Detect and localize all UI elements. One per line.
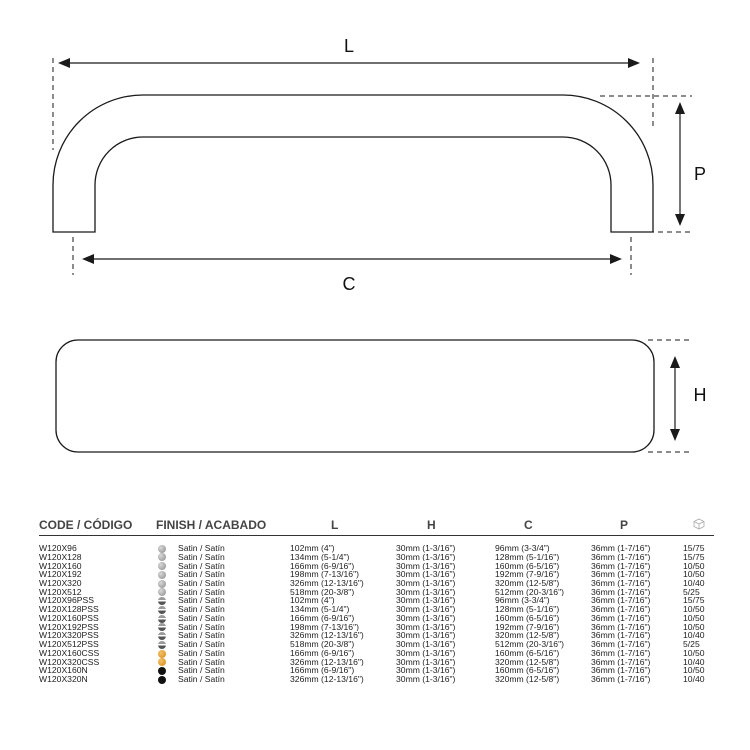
row-pack: 15/75 [683, 552, 705, 562]
row-pack: 10/50 [683, 570, 705, 579]
row-l: 166mm (6-9/16") [290, 561, 355, 571]
row-c: 512mm (20-3/16") [495, 587, 564, 597]
row-c: 512mm (20-3/16") [495, 640, 564, 649]
row-h: 30mm (1-3/16") [396, 622, 456, 632]
row-p: 36mm (1-7/16") [591, 631, 651, 641]
row-pack: 10/50 [683, 622, 705, 632]
row-code: W120X160 [39, 561, 82, 571]
dimension-c-label: C [342, 274, 356, 294]
row-finish-label: Satin / Satín [178, 675, 225, 684]
finish-swatch [156, 553, 178, 562]
finish-swatch [156, 666, 178, 675]
row-pack: 10/50 [683, 605, 705, 614]
table-row [39, 666, 714, 675]
row-finish-label: Satin / Satín [178, 666, 225, 676]
row-pack: 10/50 [683, 613, 705, 623]
row-finish-label: Satin / Satín [178, 561, 225, 571]
table-row [39, 640, 714, 649]
row-code: W120X320 [39, 578, 82, 588]
row-c: 320mm (12-5/8") [495, 675, 560, 684]
row-c: 320mm (12-5/8") [495, 657, 560, 667]
finish-swatch [156, 579, 178, 588]
row-h: 30mm (1-3/16") [396, 570, 456, 579]
table-row [39, 596, 714, 605]
row-h: 30mm (1-3/16") [396, 605, 456, 614]
row-l: 518mm (20-3/8") [290, 587, 355, 597]
finish-swatch [156, 561, 178, 570]
row-p: 36mm (1-7/16") [591, 666, 651, 676]
dimension-h [648, 340, 707, 452]
row-p: 36mm (1-7/16") [591, 657, 651, 667]
row-finish-label: Satin / Satín [178, 587, 225, 597]
finish-swatch [156, 658, 178, 667]
finish-dot-icon [158, 650, 166, 658]
row-finish-label: Satin / Satín [178, 613, 225, 623]
finish-dot-icon [158, 571, 166, 579]
finish-dot-icon [158, 658, 166, 666]
table-row [39, 658, 714, 667]
row-code: W120X320N [39, 675, 88, 684]
row-p: 36mm (1-7/16") [591, 613, 651, 623]
finish-swatch [156, 605, 178, 614]
row-pack: 5/25 [683, 640, 700, 649]
row-p: 36mm (1-7/16") [591, 648, 651, 658]
dimension-l-label: L [343, 36, 355, 56]
row-l: 326mm (12-13/16") [290, 675, 364, 684]
row-h: 30mm (1-3/16") [396, 666, 456, 676]
finish-swatch [156, 675, 178, 684]
row-l: 198mm (7-13/16") [290, 570, 359, 579]
row-code: W120X96PSS [39, 596, 94, 606]
row-p: 36mm (1-7/16") [591, 552, 651, 562]
row-l: 518mm (20-3/8") [290, 640, 355, 649]
table-row [39, 536, 714, 553]
row-c: 160mm (6-5/16") [495, 613, 560, 623]
row-finish-label: Satin / Satín [178, 552, 225, 562]
row-p: 36mm (1-7/16") [591, 675, 651, 684]
finish-dot-icon [158, 676, 166, 684]
row-h: 30mm (1-3/16") [396, 587, 456, 597]
row-finish-label: Satin / Satín [178, 596, 225, 606]
row-l: 198mm (7-13/16") [290, 622, 359, 632]
table-row [39, 675, 714, 684]
row-code: W120X128 [39, 552, 82, 562]
table-row [39, 649, 714, 658]
finish-swatch [156, 640, 178, 649]
row-h: 30mm (1-3/16") [396, 631, 456, 641]
dimension-c [73, 237, 631, 294]
spec-table-container [39, 515, 714, 684]
row-h: 30mm (1-3/16") [396, 675, 456, 684]
row-c: 96mm (3-3/4") [495, 596, 550, 606]
finish-dot-icon [158, 553, 166, 561]
header-h: H [396, 515, 495, 536]
row-p: 36mm (1-7/16") [591, 605, 651, 614]
row-h: 30mm (1-3/16") [396, 640, 456, 649]
row-p: 36mm (1-7/16") [591, 561, 651, 571]
finish-dot-icon [158, 632, 166, 640]
row-code: W120X512PSS [39, 640, 99, 649]
finish-swatch [156, 596, 178, 605]
dimension-h-label: H [693, 385, 707, 405]
row-p: 36mm (1-7/16") [591, 578, 651, 588]
row-p: 36mm (1-7/16") [591, 640, 651, 649]
row-p: 36mm (1-7/16") [591, 587, 651, 597]
row-pack: 10/40 [683, 578, 705, 588]
row-pack: 10/50 [683, 666, 705, 676]
row-h: 30mm (1-3/16") [396, 561, 456, 571]
finish-swatch [156, 570, 178, 579]
row-pack: 10/40 [683, 675, 705, 684]
finish-dot-icon [158, 615, 166, 623]
table-row [39, 623, 714, 632]
row-c: 192mm (7-9/16") [495, 570, 560, 579]
row-c: 128mm (5-1/16") [495, 605, 560, 614]
row-pack: 10/40 [683, 657, 705, 667]
row-finish-label: Satin / Satín [178, 622, 225, 632]
row-code: W120X512 [39, 587, 82, 597]
row-h: 30mm (1-3/16") [396, 648, 456, 658]
row-l: 102mm (4") [290, 543, 335, 553]
row-finish-label: Satin / Satín [178, 605, 225, 614]
row-h: 30mm (1-3/16") [396, 543, 456, 553]
row-c: 128mm (5-1/16") [495, 552, 560, 562]
finish-swatch [156, 623, 178, 632]
row-h: 30mm (1-3/16") [396, 613, 456, 623]
finish-dot-icon [158, 588, 166, 596]
finish-dot-icon [158, 623, 166, 631]
header-code: CODE / CÓDIGO [39, 515, 156, 536]
spec-table [39, 515, 714, 684]
finish-dot-icon [158, 580, 166, 588]
row-h: 30mm (1-3/16") [396, 657, 456, 667]
row-code: W120X320CSS [39, 657, 100, 667]
row-c: 160mm (6-5/16") [495, 666, 560, 676]
row-c: 96mm (3-3/4") [495, 543, 550, 553]
row-l: 102mm (4") [290, 596, 335, 606]
row-l: 326mm (12-13/16") [290, 578, 364, 588]
row-finish-label: Satin / Satín [178, 640, 225, 649]
row-code: W120X192 [39, 570, 82, 579]
row-l: 134mm (5-1/4") [290, 605, 350, 614]
row-l: 326mm (12-13/16") [290, 657, 364, 667]
table-row [39, 631, 714, 640]
table-row [39, 553, 714, 562]
row-finish-label: Satin / Satín [178, 657, 225, 667]
row-code: W120X160N [39, 666, 88, 676]
table-header-row [39, 515, 714, 536]
row-l: 166mm (6-9/16") [290, 648, 355, 658]
finish-dot-icon [158, 545, 166, 553]
finish-dot-icon [158, 597, 166, 605]
finish-swatch [156, 614, 178, 623]
row-c: 320mm (12-5/8") [495, 631, 560, 641]
row-code: W120X96 [39, 543, 77, 553]
row-h: 30mm (1-3/16") [396, 552, 456, 562]
table-row [39, 614, 714, 623]
row-h: 30mm (1-3/16") [396, 578, 456, 588]
row-l: 166mm (6-9/16") [290, 666, 355, 676]
row-finish-label: Satin / Satín [178, 543, 225, 553]
handle-side-outline [53, 95, 653, 232]
row-c: 320mm (12-5/8") [495, 578, 560, 588]
table-row [39, 579, 714, 588]
row-pack: 10/40 [683, 631, 705, 641]
row-finish-label: Satin / Satín [178, 631, 225, 641]
finish-dot-icon [158, 641, 166, 649]
table-row [39, 570, 714, 579]
header-l: L [290, 515, 396, 536]
row-c: 160mm (6-5/16") [495, 561, 560, 571]
header-finish: FINISH / ACABADO [156, 515, 290, 536]
table-row [39, 561, 714, 570]
table-row [39, 605, 714, 614]
row-l: 134mm (5-1/4") [290, 552, 350, 562]
table-row [39, 588, 714, 597]
row-h: 30mm (1-3/16") [396, 596, 456, 606]
row-finish-label: Satin / Satín [178, 648, 225, 658]
row-code: W120X320PSS [39, 631, 99, 641]
finish-swatch [156, 631, 178, 640]
row-pack: 10/50 [683, 648, 705, 658]
finish-dot-icon [158, 667, 166, 675]
header-p: P [591, 515, 683, 536]
finish-swatch [156, 649, 178, 658]
row-c: 192mm (7-9/16") [495, 622, 560, 632]
row-code: W120X128PSS [39, 605, 99, 614]
row-p: 36mm (1-7/16") [591, 570, 651, 579]
dimension-p-label: P [693, 164, 707, 184]
header-c: C [495, 515, 591, 536]
row-c: 160mm (6-5/16") [495, 648, 560, 658]
row-pack: 10/50 [683, 561, 705, 571]
row-pack: 15/75 [683, 543, 705, 553]
finish-dot-icon [158, 606, 166, 614]
row-p: 36mm (1-7/16") [591, 543, 651, 553]
row-l: 166mm (6-9/16") [290, 613, 355, 623]
row-code: W120X160CSS [39, 648, 100, 658]
row-p: 36mm (1-7/16") [591, 596, 651, 606]
row-code: W120X160PSS [39, 613, 99, 623]
finish-dot-icon [158, 562, 166, 570]
row-p: 36mm (1-7/16") [591, 622, 651, 632]
row-l: 326mm (12-13/16") [290, 631, 364, 641]
row-finish-label: Satin / Satín [178, 570, 225, 579]
finish-swatch [156, 536, 178, 553]
finish-swatch [156, 588, 178, 597]
row-pack: 5/25 [683, 587, 700, 597]
row-code: W120X192PSS [39, 622, 99, 632]
row-finish-label: Satin / Satín [178, 578, 225, 588]
box-icon [683, 515, 714, 536]
row-pack: 15/75 [683, 596, 705, 606]
handle-top-outline [56, 340, 654, 452]
